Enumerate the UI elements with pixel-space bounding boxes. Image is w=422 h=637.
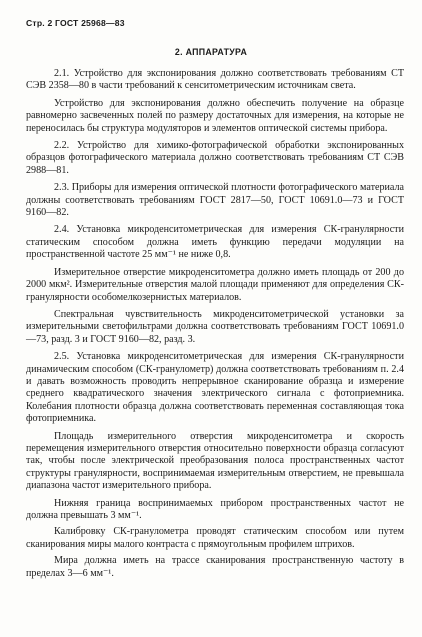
section-title: 2. АППАРАТУРА	[174, 47, 248, 57]
paragraph-test-chart: Мира должна иметь на трассе сканирования пространственную частоту в пределах 3—6 мм⁻¹.	[26, 555, 404, 579]
paragraph-aperture-area: Измерительное отверстие микроденситометра должно иметь площадь от 200 до 2000 мкм². Измерительные отверстия малой площади применяют для определения СК-гранулярности особомелкозернистых материалов.	[26, 266, 404, 303]
paragraph-spectral-sensitivity: Спектральная чувствительность микроденситометрической установки за измерительными светофильтрами должна соответствовать требованиям ГОСТ 10691.0—73, разд. 3 и ГОСТ 9160—82, разд. 3.	[26, 308, 404, 345]
page-header: Стр. 2 ГОСТ 25968—83	[26, 18, 125, 28]
paragraph-2-3: 2.3. Приборы для измерения оптической плотности фотографического материала должны соответствовать требованиям ГОСТ 2817—50, ГОСТ 10691.0—73 и ГОСТ 9160—82.	[26, 182, 404, 219]
paragraph-lower-frequency: Нижняя граница воспринимаемых прибором пространственных частот не должна превышать 3 мм⁻¹.	[26, 497, 404, 521]
paragraph-2-4: 2.4. Установка микроденситометрическая для измерения СК-гранулярности статическим способом должна иметь функцию передачи модуляции на пространственной частоте 25 мм⁻¹ не ниже 0,8.	[26, 224, 404, 261]
paragraph-2-2: 2.2. Устройство для химико-фотографической обработки экспонированных образцов фотографического материала должно соответствовать требованиям СТ СЭВ 2988—81.	[26, 140, 404, 176]
paragraph-2-5: 2.5. Установка микроденситометрическая для измерения СК-гранулярности динамическим способом (СК-гранулометр) должна соответствовать требованиям п. 2.4 и давать возможность проводить непрерывное сканирование образца и измерение среднего квадратического значения электрического сигнала с фотоприемника. Колебания плотности образца должна соответствовать переменная составляющая тока фотоприемника.	[26, 351, 404, 425]
paragraph-2-1: 2.1. Устройство для экспонирования должно соответствовать требованиям СТ СЭВ 2358—80 в части требований к сенситометрическим источникам света.	[26, 68, 404, 92]
paragraph-calibration: Калибровку СК-гранулометра проводят статическим способом или путем сканирования миры малого контраста с прямоугольным профилем штрихов.	[26, 526, 404, 550]
paragraph-exposure-uniformity: Устройство для экспонирования должно обеспечить получение на образце равномерно засвеченных полей по размеру достаточных для измерения, на которые не переносилась бы структура модуляторов и элементов оптической системы прибора.	[26, 97, 404, 134]
document-body	[26, 68, 404, 585]
paragraph-aperture-speed: Площадь измерительного отверстия микроденситометра и скорость перемещения измерительного отверстия относительно поверхности образца согласуют так, чтобы после электрической преобразования полоса пространственных частот структуры гранулярности, воспринимаемая измерительным отверстием, не превышала диапазона частот измерительного прибора.	[26, 430, 404, 492]
